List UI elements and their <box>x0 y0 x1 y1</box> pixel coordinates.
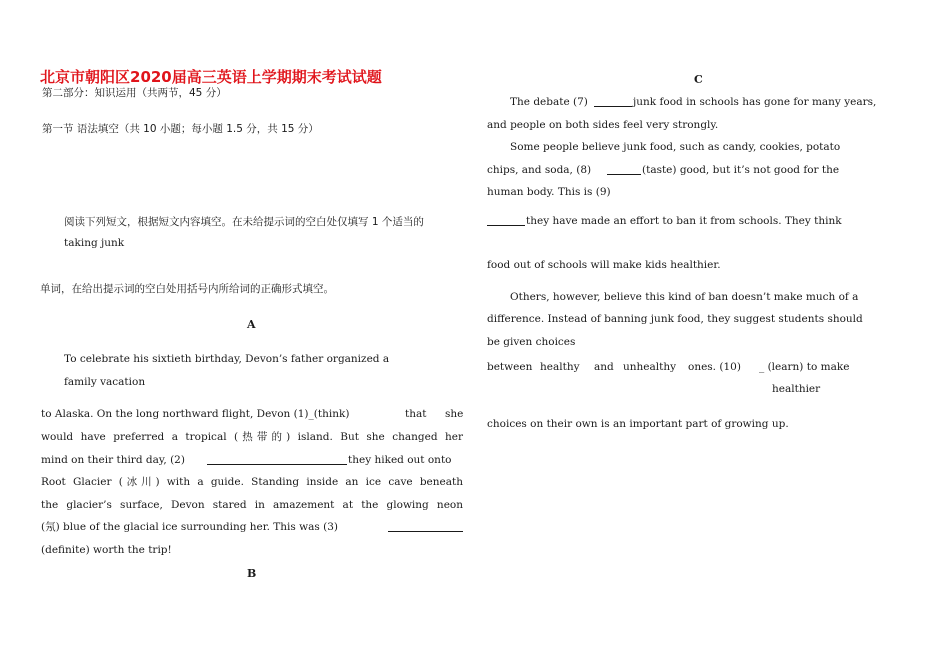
answer-blank-7 <box>594 95 632 107</box>
passage-c-line: Some people believe junk food, such as candy, cookies, potato <box>510 141 841 153</box>
passage-c-line: chips, and soda, (8) <box>487 164 592 176</box>
passage-c-word: and <box>594 361 614 373</box>
instruction-line-3: 单词，在给出提示词的空白处用括号内所给词的正确形式填空。 <box>40 283 334 295</box>
passage-c-label: C <box>694 73 703 86</box>
answer-blank-2 <box>207 453 347 465</box>
passage-c-line: be given choices <box>487 336 576 348</box>
passage-a-line: To celebrate his sixtieth birthday, Devon’s father organized a <box>64 353 390 365</box>
instruction-line-1: 阅读下列短文，根据短文内容填空。在未给提示词的空白处仅填写 1 个适当的 <box>64 216 424 228</box>
passage-c-line: and people on both sides feel very strongly. <box>487 119 719 131</box>
passage-c-word: ones. (10) <box>688 361 741 373</box>
passage-a-line: (氖) blue of the glacial ice surrounding her. This was (3) <box>41 521 338 533</box>
passage-c-line: (taste) good, but it’s not good for the <box>642 164 840 176</box>
passage-a-line: would have preferred a tropical (热带的) island. But she changed her <box>41 431 463 443</box>
passage-c-line: choices on their own is an important part of growing up. <box>487 418 789 430</box>
passage-a-line: to Alaska. On the long northward flight, Devon (1)_(think) <box>41 408 350 420</box>
passage-a-line: (definite) worth the trip! <box>41 544 172 556</box>
passage-a-line: the glacier’s surface, Devon stared in amazement at the glowing neon <box>41 499 463 511</box>
passage-a-line: Root Glacier (冰川) with a guide. Standing inside an ice cave beneath <box>41 476 463 488</box>
answer-blank-8 <box>607 163 641 175</box>
passage-a-label: A <box>247 318 256 331</box>
exam-title: 北京市朝阳区2020届高三英语上学期期末考试试题 <box>40 68 382 86</box>
instruction-line-2: taking junk <box>64 237 125 249</box>
part-heading: 第二部分：知识运用（共两节，45 分） <box>42 87 227 99</box>
passage-a-word: she <box>445 408 464 420</box>
passage-c-word: unhealthy <box>623 361 677 373</box>
passage-a-line: mind on their third day, (2) <box>41 454 185 466</box>
passage-c-line: food out of schools will make kids healthier. <box>487 259 721 271</box>
passage-a-line: they hiked out onto <box>348 454 452 466</box>
passage-c-word: between <box>487 361 533 373</box>
passage-a-word: that <box>405 408 427 420</box>
passage-c-word: healthy <box>540 361 580 373</box>
passage-c-line: they have made an effort to ban it from schools. They think <box>526 215 842 227</box>
passage-c-line: healthier <box>772 383 821 395</box>
answer-blank-9 <box>487 214 525 226</box>
passage-c-line: difference. Instead of banning junk food, they suggest students should <box>487 313 863 325</box>
passage-c-word: _ (learn) to make <box>759 361 850 373</box>
passage-c-line: human body. This is (9) <box>487 186 611 198</box>
section-heading: 第一节 语法填空（共 10 小题；每小题 1.5 分，共 15 分） <box>42 123 319 135</box>
passage-b-label: B <box>247 567 257 580</box>
passage-a-line: family vacation <box>64 376 146 388</box>
passage-c-line: junk food in schools has gone for many years, <box>633 96 877 108</box>
passage-c-line: The debate (7) <box>510 96 588 108</box>
answer-blank-3 <box>388 520 463 532</box>
passage-c-line: Others, however, believe this kind of ban doesn’t make much of a <box>510 291 859 303</box>
